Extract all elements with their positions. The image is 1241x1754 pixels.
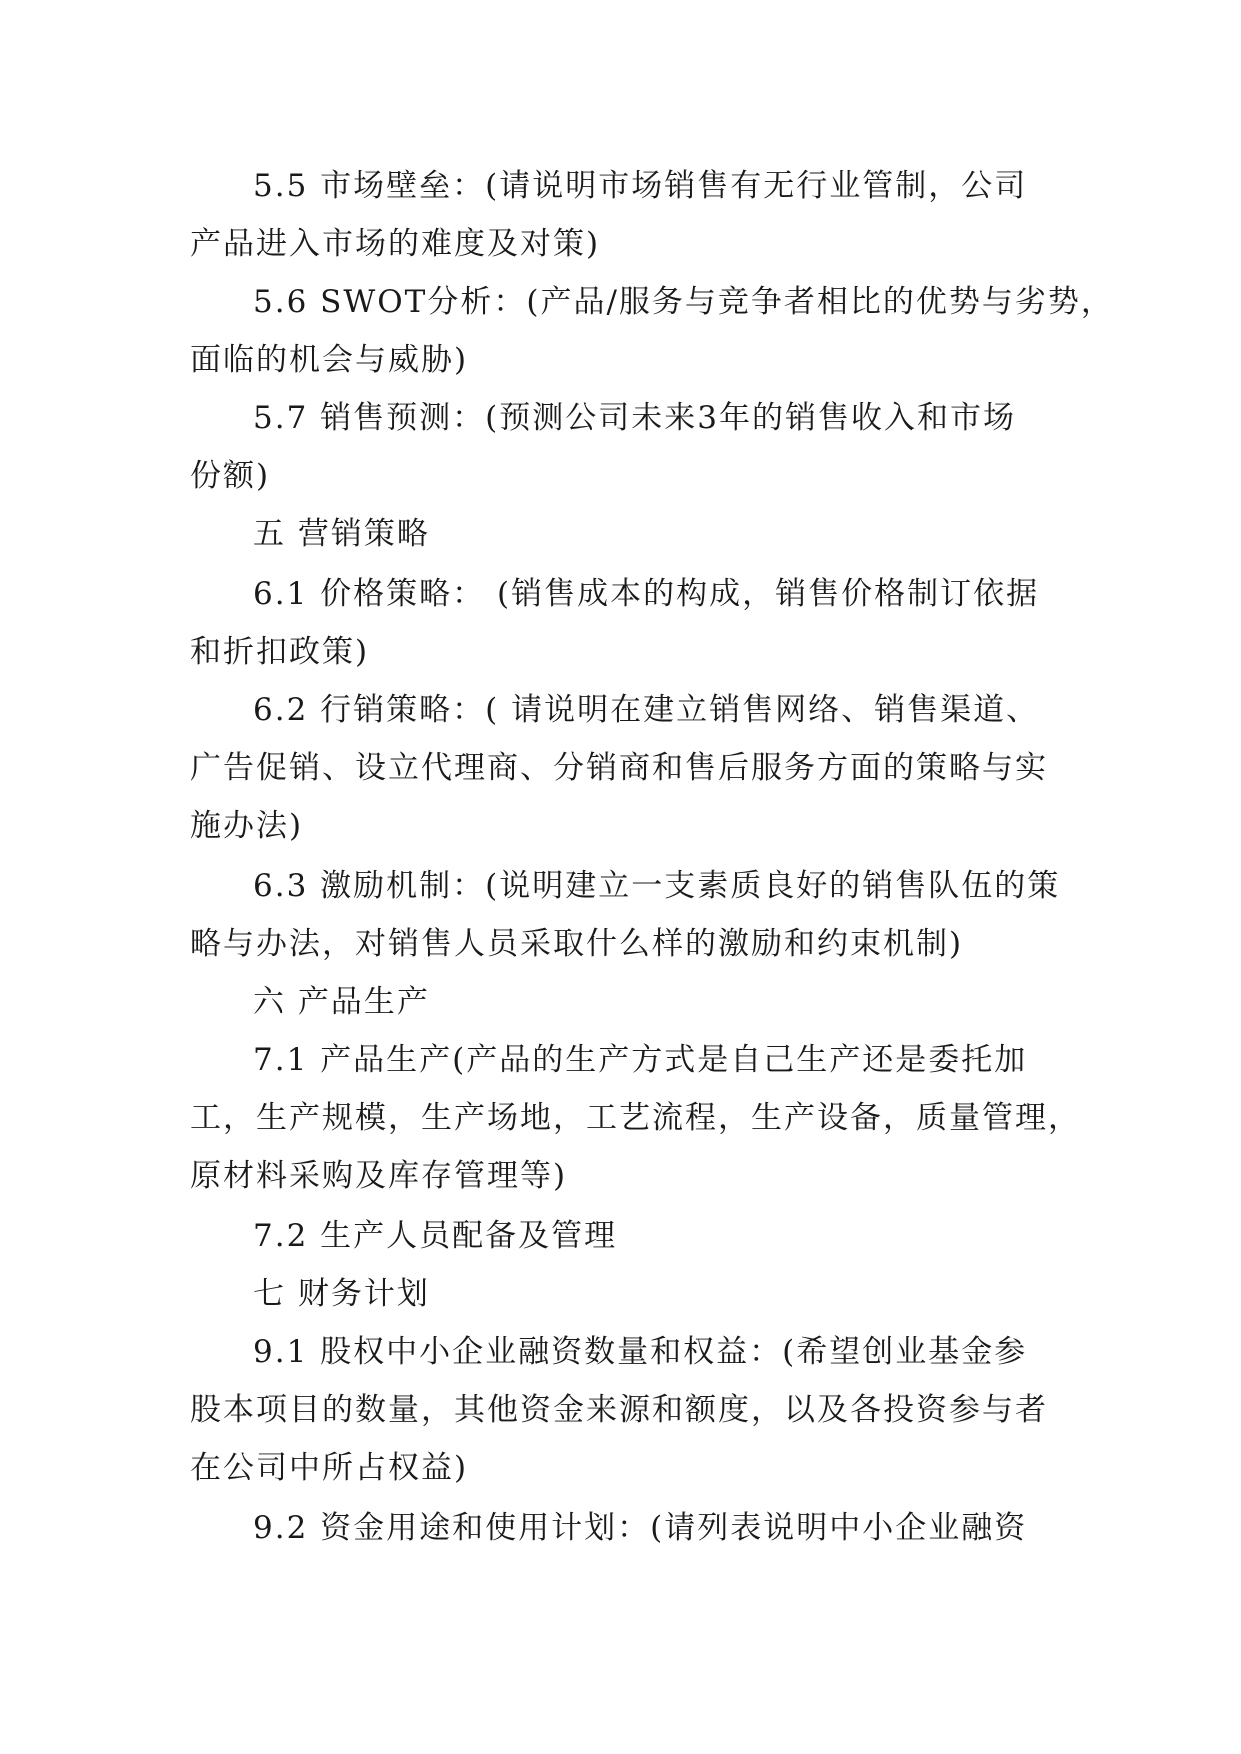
text-line: 5.7 销售预测：(预测公司未来3年的销售收入和市场 — [253, 400, 1016, 436]
text-line: 略与办法，对销售人员采取什么样的激励和约束机制) — [190, 926, 964, 962]
text-line: 股本项目的数量，其他资金来源和额度，以及各投资参与者 — [190, 1392, 1048, 1428]
text-line: 原材料采购及库存管理等) — [190, 1158, 568, 1194]
text-line: 和折扣政策) — [190, 634, 370, 670]
section-heading: 五 营销策略 — [253, 516, 430, 552]
text-line: 6.2 行销策略：( 请说明在建立销售网络、销售渠道、 — [253, 692, 1040, 728]
text-line: 施办法) — [190, 808, 304, 844]
text-line: 产品进入市场的难度及对策) — [190, 226, 601, 262]
section-heading: 六 产品生产 — [253, 984, 430, 1020]
section-heading: 七 财务计划 — [253, 1276, 430, 1312]
text-line: 5.5 市场壁垒：(请说明市场销售有无行业管制，公司 — [253, 168, 1028, 204]
text-line: 面临的机会与威胁) — [190, 342, 469, 378]
text-line: 6.1 价格策略： (销售成本的构成，销售价格制订依据 — [253, 576, 1040, 612]
text-line: 广告促销、设立代理商、分销商和售后服务方面的策略与实 — [190, 750, 1048, 786]
text-line: 5.6 SWOT分析：(产品/服务与竞争者相比的优势与劣势， — [253, 284, 1114, 320]
text-line: 6.3 激励机制：(说明建立一支素质良好的销售队伍的策 — [253, 868, 1061, 904]
text-line: 7.2 生产人员配备及管理 — [253, 1218, 618, 1254]
text-line: 工，生产规模，生产场地，工艺流程，生产设备，质量管理， — [190, 1100, 1081, 1136]
text-line: 9.2 资金用途和使用计划：(请列表说明中小企业融资 — [253, 1510, 1028, 1546]
text-line: 在公司中所占权益) — [190, 1450, 469, 1486]
text-line: 份额) — [190, 458, 271, 494]
text-line: 9.1 股权中小企业融资数量和权益：(希望创业基金参 — [253, 1334, 1028, 1370]
text-line: 7.1 产品生产(产品的生产方式是自己生产还是委托加 — [253, 1042, 1028, 1078]
